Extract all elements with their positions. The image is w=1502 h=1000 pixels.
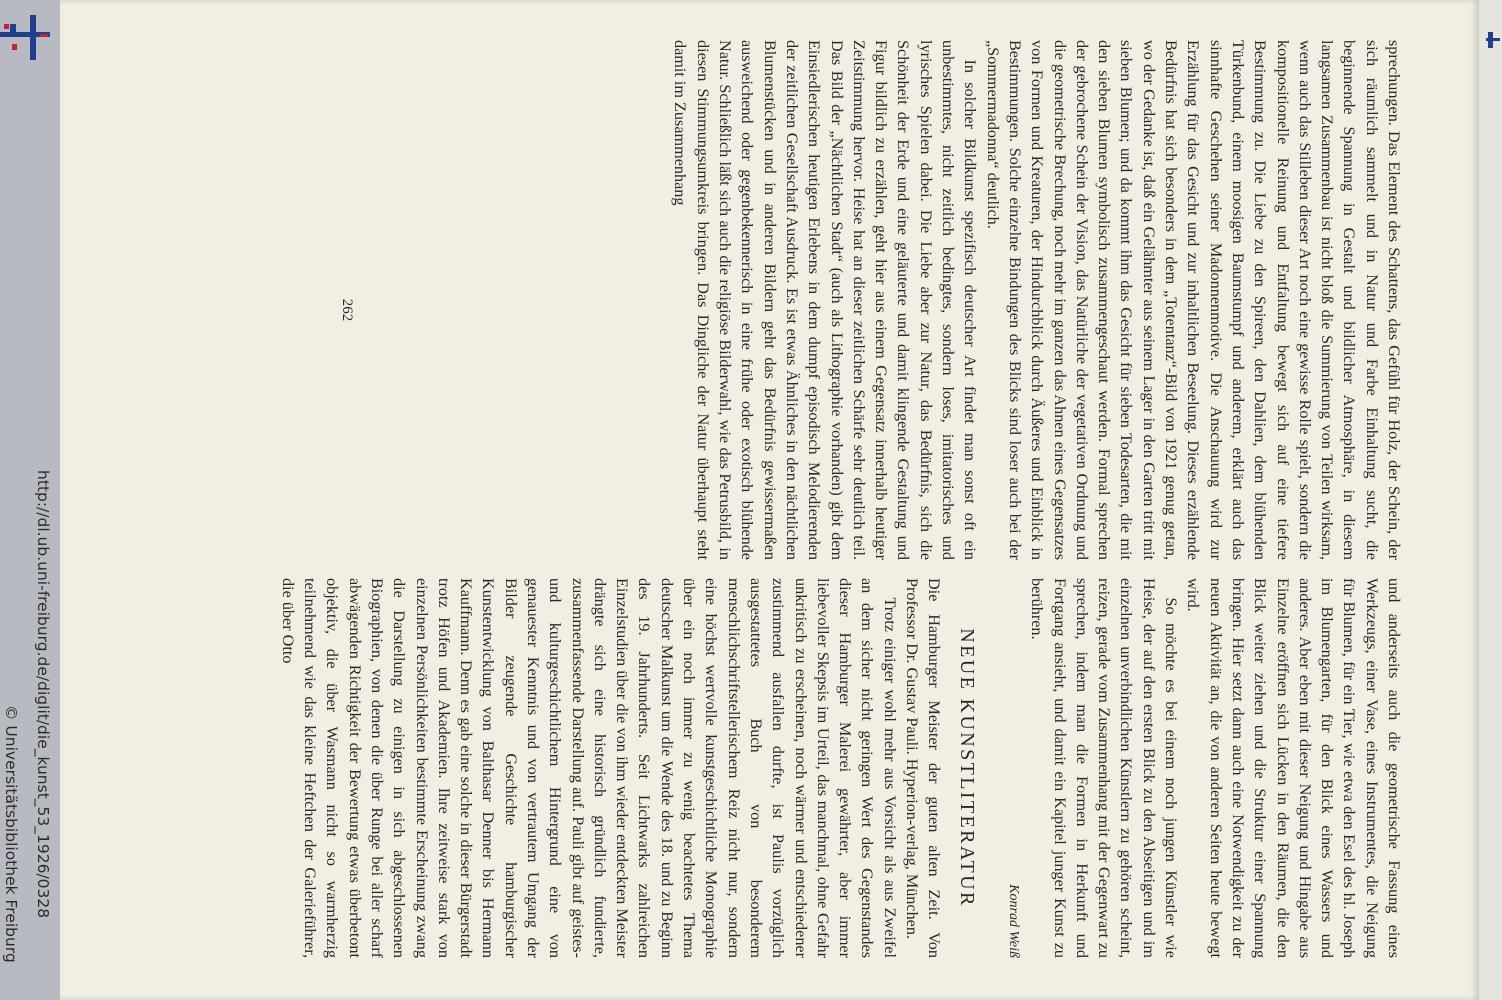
university-logo-icon-right bbox=[1486, 28, 1500, 50]
paragraph: So möchte es bei einem noch jungen Künstler wie Heise, der auf den ersten Blick zu den Abseitigen und im einzelnen unverbindlichen Künstlern zu gehören scheint, reizen, gerade vom Zusammenhang mit der Gegenwart zu sprechen, indem man die Formen in Herkunft und Fortgang ansieht, und damit ein Kapitel junger Kunst zu berühren. bbox=[1028, 578, 1181, 958]
paragraph: Trotz einiger wohl mehr aus Vorsicht als aus Zweifel an dem sicher nicht geringen Wert des Gegenstandes dieser Hamburger Malerei gewährter, aber immer liebevoller Skepsis im Urteil, das manchmal, ohne Gefahr unkritisch zu erscheinen, noch wärmer und entschiedener zustimmend ausfallen durfte, ist Paulis vorzüglich ausgestattetes Buch von besonderem menschlichschriftstellerischem Reiz nicht nur, sondern eine höchst wertvolle kunstgeschichtliche Monographie über ein noch immer zu wenig beachtetes Thema deutscher Malkunst um die Wende des 18. und zu Beginn des 19. Jahrhunderts. Seit Lichtwarks zahlreichen Einzelstudien über die von ihm wieder entdeckten Meister drängte sich eine historisch gründlich fundierte, zusammenfassende Darstellung auf. Pauli gibt auf geistes- und kulturgeschichtlichem Hintergrund eine von genauester Kenntnis und von vertrautem Umgang der Bilder zeugende Geschichte hamburgischer Kunstentwicklung von Balthasar Denner bis Hermann Kauffmann. Denn es gab eine solche in dieser Bürgerstadt trotz Höfen und Akademien. Ihre zeitweise stark von einzelnen Persönlichkeiten bestimmte Erscheinung zwang die Darstellung zu einigen in sich abgeschlossenen Biographien, von denen die über Runge bei aller scharf abwägenden Richtigkeit der Bewertung etwas überbetont objektiv, die über Wasmann nicht so warmherzig teilnehmend wie das kleine Heftchen der Galerieführer, die über Otto bbox=[278, 578, 899, 958]
text-column-right bbox=[276, 578, 1405, 958]
page-number: 262 bbox=[339, 298, 355, 322]
paragraph: sprechungen. Das Element des Schattens, das Gefühl für Holz, der Schein, der sich räumlich sammelt und in Natur und Farbe Einhaltung sucht, die beginnende Spannung in Gestalt und bildlicher Atmosphäre, in diesem langsamen Zusammenbau ist nicht bloß die Summierung von Teilen wirksam, wenn auch das Stilleben dieser Art noch eine gewisse Rolle spielt, sondern die kompositionelle Reinung und Entfaltung bewegt sich auf eine tiefere Bestimmung zu. Die Liebe zu den Spireen, den Dahlien, dem blühenden Türkenbund, einem moosigen Baumstumpf und anderem, erklärt auch das sinnhafte Geschehen seiner Madonnenmotive. Die Anschauung wird zur Erzählung für das Gesicht und zur inhaltlichen Beseelung. Dieses erzählende Bedürfnis hat sich besonders in dem „Totentanz“-Bild von 1921 genug getan, wo der Gedanke ist, daß ein Gelähmter aus seinem Lager in den Garten tritt mit sieben Blumen; und da kommt ihm das Gesicht für sieben Todesarten, die mit den sieben Blumen symbolisch zusammengeschaut werden. Formal sprechen der gebrochene Schein der Vision, das Natürliche der vegetativen Ordnung und die geometrische Brechung, noch mehr im ganzen das Ahnen eines Gegensatzes von Formen und Kreaturen, der Hindurchblick durch Äußeres und Einblick in Bestimmungen. Solche einzelne Bindungen des Blicks sind loser auch bei der „Sommermadonna“ deutlich. bbox=[983, 40, 1403, 560]
next-page-edge bbox=[1478, 0, 1502, 1000]
review-title: Die Hamburger Meister der guten alten Zeit. Von Professor Dr. Gustav Pauli. Hyperion-verlag, München. bbox=[903, 578, 944, 958]
author-signature: Konrad Weiß bbox=[1005, 884, 1021, 958]
watermark-url: http://dl.ub.uni-freiburg.de/diglit/die_kunst_53_1926/0328 bbox=[34, 470, 52, 919]
rotated-page-content bbox=[245, 40, 1405, 960]
section-heading: NEUE KUNSTLITERATUR bbox=[955, 628, 978, 908]
watermark-copyright: © Universitätsbibliothek Freiburg bbox=[2, 705, 20, 963]
paragraph: und anderseits auch die geometrische Fassung eines Werkzeugs, einer Vase, eines Instrumentes, die Neigung für Blumen, für ein Tier, wie etwa den Esel des hl. Joseph im Blumengarten, für den Blick eines Wassers und anderes. Aber eben mit dieser Neigung und Hingabe aus Einzelne eröffnen sich Lücken in den Räumen, die den Blick weiter ziehen und die Struktur einer Spannung bringen. Hier setzt dann auch eine Notwendigkeit zu der neuen Aktivität an, die von anderen Seiten heute bewegt wird. bbox=[1184, 578, 1403, 958]
paragraph: In solcher Bildkunst spezifisch deutscher Art findet man sonst oft ein unbestimmtes, nicht zeitlich bedingtes, sondern loses, imitatorisches und lyrisches Spielen dabei. Die Liebe aber zur Natur, das Bedürfnis, sich die Schönheit der Erde und eine geläuterte und damit klingende Gestaltung und Figur bildlich zu erzählen, geht hier aus einem Gegensatz innerhalb heutiger Zeitstimmung hervor. Heise hat an dieser zeitlichen Schärfe sehr deutlich teil. Das Bild der „Nächtlichen Stadt“ (auch als Lithographie vorhanden) gibt dem Einsiedlerischen heutigen Erlebens in dem dumpf episodisch Melodierenden der zeitlichen Gesellschaft Ausdruck. Es ist etwas Ähnliches in den nächtlichen Blumenstücken und in anderen Bildern geht das Bedürfnis gewissermaßen ausweichend oder gegenbekennerisch in eine frühe oder exotisch blühende Natur. Schließlich läßt sich auch die religiöse Bilderwahl, wie das Petrusbild, in diesen Stimmungsumkreis bringen. Das Dingliche der Natur überhaupt steht damit im Zusammenhang bbox=[671, 40, 980, 560]
text-column-left bbox=[669, 40, 1405, 560]
watermark bbox=[4, 0, 56, 1000]
